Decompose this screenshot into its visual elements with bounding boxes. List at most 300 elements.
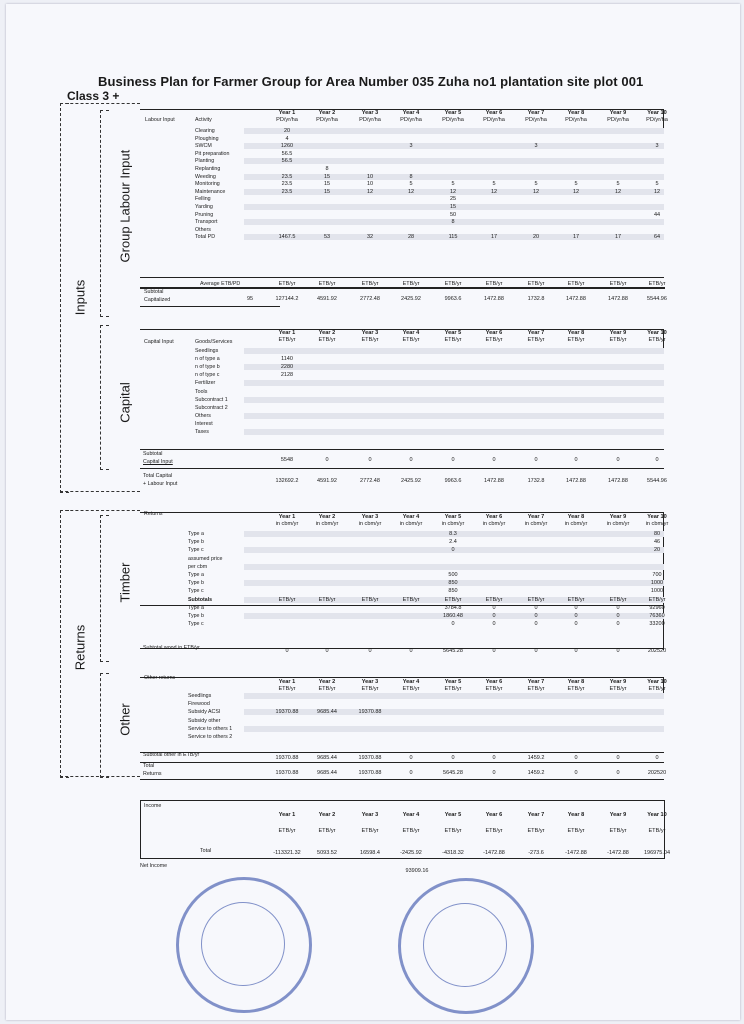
unit-header: PD/yr/ha (276, 117, 298, 123)
year-header: Year 1 (278, 514, 296, 520)
table-cell: 850 (448, 588, 458, 595)
other-row-label: Subsidy other (188, 717, 221, 724)
unit-header: PD/yr/ha (316, 117, 338, 123)
bracket-line (60, 510, 140, 511)
table-cell: 0 (655, 457, 659, 463)
table-cell: 9685.44 (317, 770, 337, 776)
table-cell: 10 (366, 181, 374, 188)
other-bracket (100, 673, 109, 778)
other-row-label: Seedlings (188, 693, 212, 699)
table-cell: 19370.88 (358, 709, 382, 716)
table-cell: 32 (366, 234, 374, 241)
year-header: Year 5 (444, 330, 462, 336)
year-header: Year 1 (278, 330, 296, 336)
year-header: Year 2 (318, 330, 336, 336)
unit-header: PD/yr/ha (483, 117, 505, 123)
net-income-value: 93909.16 (405, 868, 429, 874)
goods-label: Others (195, 412, 211, 419)
divider (140, 752, 664, 753)
row-stripe (244, 693, 664, 699)
unit-header: ETB/yr (318, 686, 336, 692)
table-cell: -1472.88 (607, 850, 629, 856)
activity-label: Clearing (195, 128, 215, 134)
page-title: Business Plan for Farmer Group for Area Number 035 Zuha no1 plantation site plot 001 (98, 74, 644, 89)
activity-label: Weeding (195, 173, 216, 180)
table-cell: 0 (574, 770, 578, 776)
unit-header: ETB/yr (527, 828, 545, 834)
unit-header: ETB/yr (402, 828, 420, 834)
bracket-line (60, 491, 140, 492)
other-row-label: Service to others 1 (188, 725, 233, 732)
class-label: Class 3 + (67, 89, 120, 103)
activity-label: Monitoring (195, 181, 220, 188)
divider (140, 605, 664, 606)
table-cell: 0 (451, 547, 455, 554)
activity-label: Others (195, 226, 211, 233)
unit-header: in cbm/yr (524, 521, 548, 527)
table-cell: 19370.88 (275, 755, 299, 761)
unit-header: ETB/yr (485, 337, 503, 343)
group-labour-label: Group Labour Input (117, 149, 133, 263)
year-header: Year 1 (278, 812, 296, 818)
table-cell: 1732.8 (527, 296, 545, 302)
year-header: Year 9 (609, 110, 627, 116)
table-cell: 17 (572, 234, 580, 241)
other-row-label: Subsidy ACSI (188, 709, 221, 716)
year-header: Year 3 (361, 679, 379, 685)
table-cell: 5645.28 (443, 648, 463, 654)
table-cell: -1472.88 (565, 850, 587, 856)
table-cell: 17 (490, 234, 498, 241)
unit-cell: ETB/yr (527, 281, 545, 287)
unit-header: ETB/yr (402, 337, 420, 343)
table-cell: 19370.88 (358, 755, 382, 761)
divider (140, 779, 664, 780)
table-cell: ETB/yr (527, 596, 545, 603)
table-cell: ETB/yr (444, 596, 462, 603)
other-row-label: Firewood (188, 701, 210, 708)
table-cell: 5 (534, 181, 538, 188)
year-header: Year 1 (278, 679, 296, 685)
table-cell: 132692.2 (275, 478, 299, 484)
table-cell: 0 (368, 648, 372, 654)
row-stripe (244, 413, 664, 419)
returns-bracket (60, 510, 69, 778)
table-cell: 56.5 (281, 158, 293, 165)
subtotal-label: Subtotal (144, 289, 164, 295)
unit-cell: ETB/yr (444, 281, 462, 287)
unit-header: PD/yr/ha (442, 117, 464, 123)
other-row-label: Service to others 2 (188, 734, 233, 740)
table-cell: 3 (409, 143, 413, 150)
table-cell: -2425.92 (400, 850, 422, 856)
timber-row-label: assumed price (188, 555, 223, 562)
table-cell: 12 (614, 188, 622, 195)
year-header: Year 3 (361, 110, 379, 116)
table-cell: 0 (492, 604, 496, 611)
year-header: Year 9 (609, 330, 627, 336)
row-stripe (244, 380, 664, 386)
total-returns-label: Returns (143, 771, 162, 777)
table-cell: 0 (616, 457, 620, 463)
year-header: Year 2 (318, 679, 336, 685)
returns-corner-label: Returns (144, 511, 163, 517)
table-cell: 1860.48 (443, 613, 463, 619)
table-cell: 12 (653, 188, 661, 195)
unit-header: PD/yr/ha (607, 117, 629, 123)
year-header: Year 10 (647, 514, 667, 520)
year-header: Year 7 (527, 330, 545, 336)
year-header: Year 8 (567, 330, 585, 336)
unit-header: ETB/yr (567, 337, 585, 343)
unit-header: ETB/yr (609, 686, 627, 692)
table-cell: 9963.6 (444, 296, 462, 302)
table-cell: 20 (283, 128, 291, 134)
divider (140, 306, 280, 307)
table-cell: 5 (409, 181, 413, 188)
bracket-line (60, 103, 140, 104)
divider (140, 287, 665, 289)
table-cell: 1459.2 (527, 755, 545, 761)
year-header: Year 5 (444, 679, 462, 685)
activity-label: Transport (195, 219, 218, 226)
table-cell: 2772.48 (360, 478, 380, 484)
divider (140, 762, 664, 763)
table-cell: 5 (616, 181, 620, 188)
activity-header: Activity (195, 117, 212, 123)
table-cell: 15 (449, 204, 457, 210)
year-header: Year 3 (361, 514, 379, 520)
table-cell: -1472.88 (483, 850, 505, 856)
table-cell: ETB/yr (609, 596, 627, 603)
income-corner-label: Income (144, 803, 162, 809)
divider (140, 449, 664, 450)
year-header: Year 6 (485, 110, 503, 116)
table-cell: 3 (534, 143, 538, 150)
year-header: Year 5 (444, 812, 462, 818)
goods-label: n of type b (195, 364, 220, 371)
table-cell: 0 (409, 457, 413, 463)
table-cell: ETB/yr (402, 596, 420, 603)
table-cell: 1472.88 (608, 478, 628, 484)
other-label: Other (117, 703, 133, 736)
table-cell: 5 (574, 181, 578, 188)
table-cell: 5544.96 (647, 296, 667, 302)
goods-label: Subcontract 1 (195, 396, 228, 403)
year-header: Year 7 (527, 514, 545, 520)
table-cell: 8 (451, 219, 455, 226)
table-cell: -113321.32 (273, 850, 301, 856)
table-cell: 23.5 (281, 181, 293, 188)
unit-cell: ETB/yr (318, 281, 336, 287)
table-cell: 20 (653, 547, 661, 554)
year-header: Year 7 (527, 812, 545, 818)
table-cell: 9685.44 (317, 709, 337, 716)
activity-label: Total PD (195, 234, 216, 241)
table-cell: 0 (574, 613, 578, 619)
subtotal-label: Capital Input (143, 459, 173, 465)
goods-label: n of type c (195, 372, 220, 379)
table-cell: 0 (492, 770, 496, 776)
labour-bracket (100, 110, 109, 317)
table-cell: 64 (653, 234, 661, 241)
unit-header: PD/yr/ha (565, 117, 587, 123)
year-header: Year 4 (402, 110, 420, 116)
table-cell: 76360 (649, 613, 665, 619)
table-cell: 2128 (280, 372, 294, 379)
unit-header: ETB/yr (402, 686, 420, 692)
table-cell: 2.4 (449, 539, 457, 546)
year-header: Year 8 (567, 514, 585, 520)
table-cell: 1472.88 (484, 478, 504, 484)
timber-label: Timber (117, 562, 133, 603)
table-cell: 3784.8 (444, 604, 462, 611)
table-cell: 28 (407, 234, 415, 241)
timber-row-label: Type a (188, 531, 204, 537)
year-header: Year 4 (402, 330, 420, 336)
unit-header: ETB/yr (278, 337, 296, 343)
year-header: Year 4 (402, 812, 420, 818)
unit-header: ETB/yr (527, 686, 545, 692)
table-cell: 202520 (647, 648, 667, 654)
capitalized-label: Capitalized (144, 297, 171, 303)
table-cell: 0 (409, 755, 413, 761)
table-cell: 0 (574, 648, 578, 654)
table-cell: ETB/yr (278, 596, 296, 603)
row-stripe (244, 143, 664, 149)
table-cell: 50 (449, 211, 457, 218)
table-cell: 5 (451, 181, 455, 188)
table-cell: 15 (323, 173, 331, 180)
table-cell: 1260 (280, 143, 294, 150)
table-cell: 56.5 (281, 150, 293, 157)
table-cell: 5 (492, 181, 496, 188)
year-header: Year 10 (647, 812, 667, 818)
table-cell: 1000 (650, 580, 664, 587)
goods-label: Seedlings (195, 348, 219, 354)
unit-header: ETB/yr (361, 828, 379, 834)
unit-header: ETB/yr (567, 828, 585, 834)
table-cell: 5548 (280, 457, 294, 463)
year-header: Year 7 (527, 110, 545, 116)
timber-row-label: Type a (188, 604, 204, 611)
unit-header: in cbm/yr (564, 521, 588, 527)
year-header: Year 10 (647, 679, 667, 685)
year-header: Year 5 (444, 110, 462, 116)
table-cell: 0 (534, 621, 538, 628)
table-cell: 0 (451, 755, 455, 761)
table-cell: 0 (325, 648, 329, 654)
table-cell: 0 (451, 457, 455, 463)
table-cell: 17 (614, 234, 622, 241)
table-cell: 19370.88 (275, 709, 299, 716)
activity-label: Pit preparation (195, 150, 230, 157)
timber-row-label: Type b (188, 580, 204, 587)
unit-header: ETB/yr (361, 686, 379, 692)
table-cell: 0 (368, 457, 372, 463)
goods-label: Subcontract 2 (195, 404, 228, 411)
goods-label: n of type a (195, 356, 220, 363)
other-subtotal-label: Subtotal other in ETB/yr (143, 752, 200, 758)
activity-label: Pruning (195, 211, 214, 218)
year-header: Year 10 (647, 330, 667, 336)
row-stripe (244, 128, 664, 134)
table-cell: 0 (534, 613, 538, 619)
table-cell: 23.5 (281, 188, 293, 195)
table-cell: 1000 (650, 588, 664, 595)
table-cell: ETB/yr (361, 596, 379, 603)
table-cell: 0 (451, 621, 455, 628)
activity-label: Replanting (195, 166, 221, 172)
table-cell: 12 (407, 188, 415, 195)
labour-corner-label: Labour Input (145, 117, 175, 123)
year-header: Year 6 (485, 330, 503, 336)
table-cell: 4 (285, 135, 289, 142)
unit-header: PD/yr/ha (400, 117, 422, 123)
table-cell: 1459.2 (527, 770, 545, 776)
timber-subtotal-label: Subtotal wood in ETB/yr (143, 645, 200, 651)
total-returns-label: Total (143, 763, 155, 769)
unit-header: in cbm/yr (482, 521, 506, 527)
table-cell: 1472.88 (566, 478, 586, 484)
row-stripe (244, 726, 664, 732)
table-cell: 4591.92 (317, 478, 337, 484)
avg-label: Average ETB/PD (200, 281, 241, 287)
unit-header: ETB/yr (527, 337, 545, 343)
table-cell: 0 (285, 648, 289, 654)
year-header: Year 5 (444, 514, 462, 520)
divider (140, 468, 664, 469)
capital-bracket (100, 325, 109, 470)
unit-cell: ETB/yr (485, 281, 503, 287)
avg-value: 95 (246, 296, 254, 302)
table-cell: 5544.96 (647, 478, 667, 484)
table-cell: 115 (448, 234, 458, 241)
year-header: Year 8 (567, 679, 585, 685)
table-cell: -4318.32 (442, 850, 464, 856)
table-cell: 2425.92 (401, 296, 421, 302)
table-cell: 0 (616, 621, 620, 628)
timber-bracket (100, 515, 109, 662)
year-header: Year 6 (485, 514, 503, 520)
unit-header: ETB/yr (444, 828, 462, 834)
year-header: Year 6 (485, 812, 503, 818)
year-header: Year 10 (647, 110, 667, 116)
total-label: Total Capital (143, 473, 173, 479)
row-stripe (244, 564, 664, 570)
table-cell: 5 (655, 181, 659, 188)
table-cell: 2425.92 (401, 478, 421, 484)
unit-header: in cbm/yr (645, 521, 669, 527)
table-cell: 10 (366, 173, 374, 180)
inputs-bracket (60, 103, 69, 493)
row-stripe (244, 429, 664, 435)
year-header: Year 9 (609, 679, 627, 685)
table-cell: ETB/yr (567, 596, 585, 603)
inputs-label: Inputs (72, 279, 88, 316)
unit-header: ETB/yr (318, 828, 336, 834)
unit-header: ETB/yr (444, 686, 462, 692)
table-cell: 92960 (649, 604, 665, 611)
table-cell: 850 (448, 580, 458, 587)
activity-label: Yarding (195, 204, 213, 210)
unit-header: ETB/yr (444, 337, 462, 343)
table-cell: 2772.48 (360, 296, 380, 302)
activity-label: Planting (195, 158, 215, 165)
table-cell: 0 (616, 648, 620, 654)
table-cell: 19370.88 (275, 770, 299, 776)
table-cell: 0 (409, 770, 413, 776)
table-cell: 80 (653, 531, 661, 537)
table-cell: 0 (574, 604, 578, 611)
table-cell: 1140 (281, 356, 293, 363)
year-header: Year 8 (567, 110, 585, 116)
table-cell: 500 (448, 572, 458, 578)
table-cell: 20 (532, 234, 540, 241)
unit-header: in cbm/yr (399, 521, 423, 527)
table-cell: 196975.04 (644, 850, 670, 856)
unit-header: PD/yr/ha (525, 117, 547, 123)
activity-label: Ploughing (195, 135, 219, 142)
table-cell: 1472.88 (566, 296, 586, 302)
unit-header: ETB/yr (648, 828, 666, 834)
table-cell: 12 (490, 188, 498, 195)
table-cell: 0 (616, 770, 620, 776)
unit-header: ETB/yr (485, 686, 503, 692)
table-cell: 8 (325, 166, 329, 172)
year-header: Year 1 (278, 110, 296, 116)
table-cell: 4591.92 (317, 296, 337, 302)
left-official-stamp (176, 877, 312, 1013)
table-cell: 0 (534, 648, 538, 654)
table-cell: 5093.52 (317, 850, 337, 856)
year-header: Year 3 (361, 330, 379, 336)
unit-header: ETB/yr (648, 686, 666, 692)
unit-header: ETB/yr (648, 337, 666, 343)
table-cell: 12 (572, 188, 580, 195)
unit-header: in cbm/yr (275, 521, 299, 527)
table-cell: 0 (616, 755, 620, 761)
other-corner-label: Other returns (144, 675, 176, 681)
table-cell: 23.5 (281, 173, 293, 180)
total-label: + Labour Input (143, 481, 178, 487)
row-stripe (244, 397, 664, 403)
table-cell: 16598.4 (360, 850, 380, 856)
activity-label: Maintenance (195, 188, 226, 195)
row-stripe (244, 364, 664, 370)
unit-header: PD/yr/ha (646, 117, 668, 123)
table-cell: 0 (409, 648, 413, 654)
unit-cell: ETB/yr (361, 281, 379, 287)
unit-header: PD/yr/ha (359, 117, 381, 123)
year-header: Year 2 (318, 812, 336, 818)
year-header: Year 4 (402, 514, 420, 520)
timber-row-label: Type a (188, 572, 204, 578)
table-cell: 1472.88 (608, 296, 628, 302)
unit-cell: ETB/yr (402, 281, 420, 287)
year-header: Year 9 (609, 812, 627, 818)
year-header: Year 2 (318, 110, 336, 116)
goods-label: Taxes (195, 429, 209, 435)
table-cell: ETB/yr (318, 596, 336, 603)
unit-header: ETB/yr (609, 828, 627, 834)
goods-label: Interest (195, 420, 213, 427)
table-cell: 12 (366, 188, 374, 195)
table-cell: 1732.8 (527, 478, 545, 484)
row-stripe (244, 348, 664, 354)
table-cell: 9685.44 (317, 755, 337, 761)
table-cell: 0 (492, 457, 496, 463)
